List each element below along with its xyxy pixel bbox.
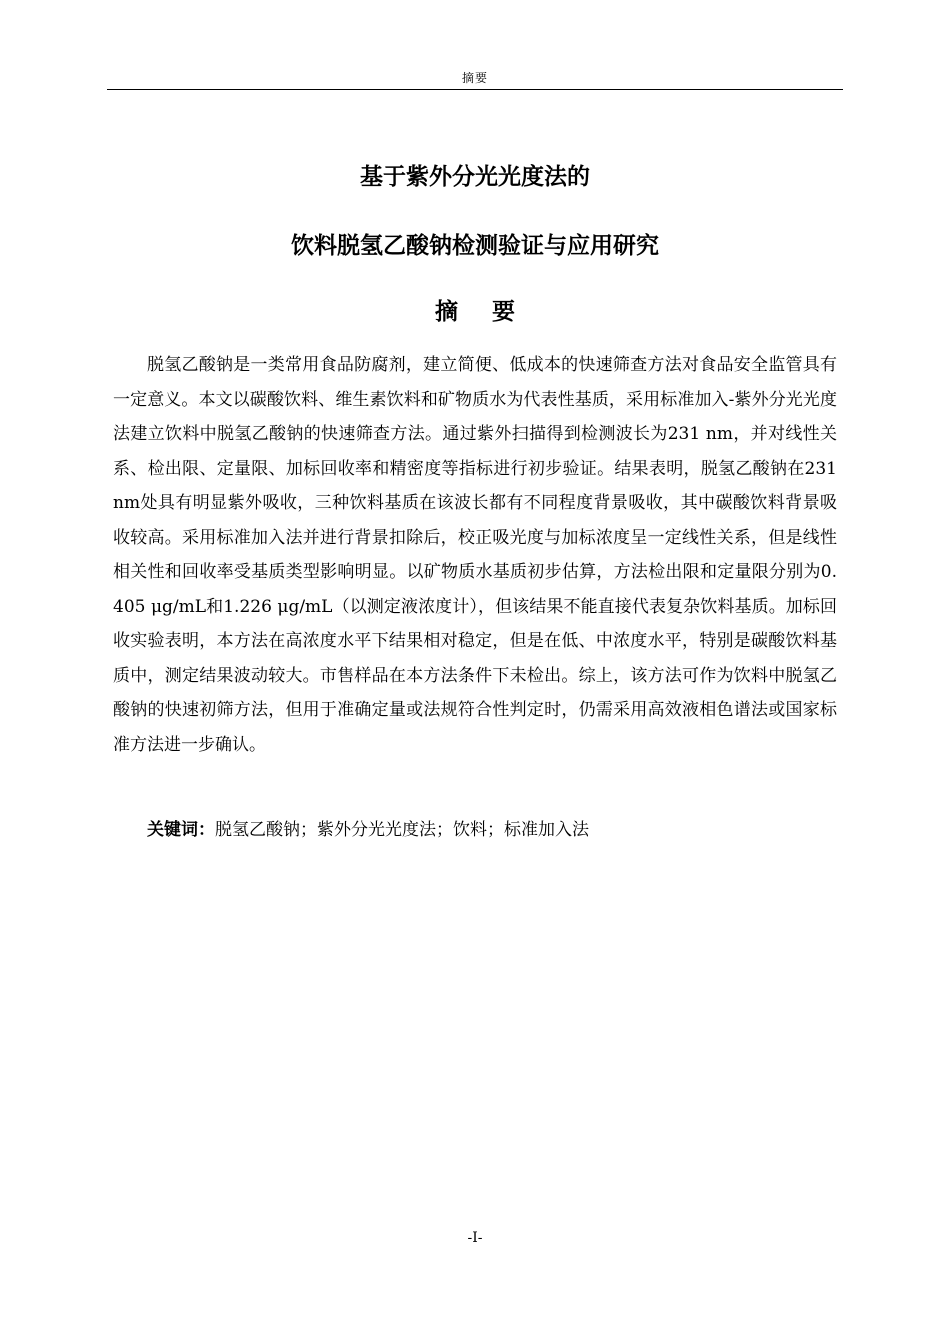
abstract-heading: 摘要	[435, 299, 549, 325]
keywords-text: 脱氢乙酸钠；紫外分光光度法；饮料；标准加入法	[215, 820, 589, 840]
page-number: -I-	[467, 1230, 483, 1246]
keywords-line	[147, 813, 589, 847]
header-divider	[107, 89, 843, 90]
keywords-label: 关键词：	[147, 820, 215, 840]
thesis-title-line-1: 基于紫外分光光度法的	[360, 164, 590, 190]
thesis-title-line-2: 饮料脱氢乙酸钠检测验证与应用研究	[291, 233, 659, 259]
running-header: 摘要	[461, 71, 488, 85]
abstract-body: 脱氢乙酸钠是一类常用食品防腐剂，建立简便、低成本的快速筛查方法对食品安全监管具有一定意义。本文以碳酸饮料、维生素饮料和矿物质水为代表性基质，采用标准加入-紫外分光光度法建立饮料中脱氢乙酸钠的快速筛查方法。通过紫外扫描得到检测波长为231 nm，并对线性关系、检出限、定量限、加标回收率和精密度等指标进行初步验证。结果表明，脱氢乙酸钠在231 nm处具有明显紫外吸收，三种饮料基质在该波长都有不同程度背景吸收，其中碳酸饮料背景吸收较高。采用标准加入法并进行背景扣除后，校正吸光度与加标浓度呈一定线性关系，但是线性相关性和回收率受基质类型影响明显。以矿物质水基质初步估算，方法检出限和定量限分别为0.405 μg/mL和1.226 μg/mL（以测定液浓度计），但该结果不能直接代表复杂饮料基质。加标回收实验表明，本方法在高浓度水平下结果相对稳定，但是在低、中浓度水平，特别是碳酸饮料基质中，测定结果波动较大。市售样品在本方法条件下未检出。综上，该方法可作为饮料中脱氢乙酸钠的快速初筛方法，但用于准确定量或法规符合性判定时，仍需采用高效液相色谱法或国家标准方法进一步确认。	[113, 355, 837, 755]
